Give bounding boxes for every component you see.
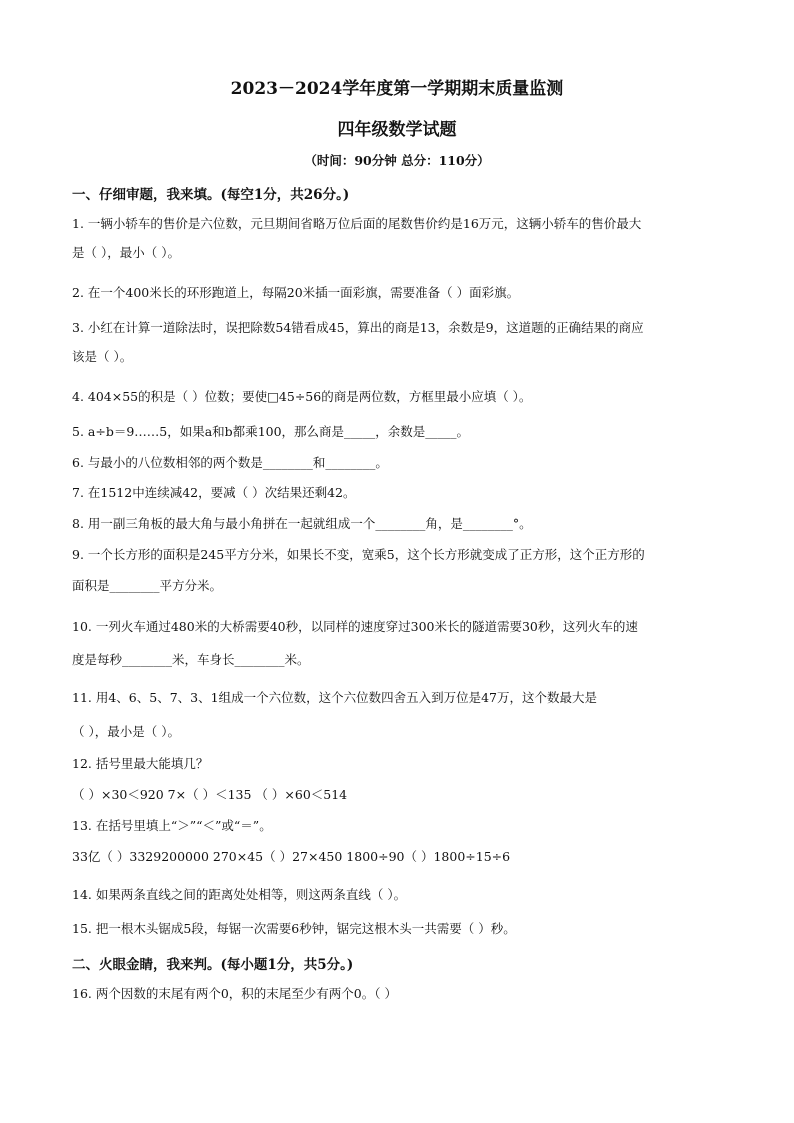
question-14: 14. 如果两条直线之间的距离处处相等，则这两条直线（ ）。 — [72, 887, 407, 902]
question-11-line-2: （ ），最小是（ ）。 — [72, 724, 180, 739]
question-3-line-2: 该是（ ）。 — [72, 349, 133, 364]
question-11-line-1: 11. 用4、6、5、7、3、1组成一个六位数，这个六位数四舍五入到万位是47万，这个数最大是 — [72, 690, 597, 705]
question-9-line-2: 面积是________平方分米。 — [72, 578, 223, 593]
question-13-line-1: 13. 在括号里填上“＞”“＜”或“＝”。 — [72, 818, 272, 833]
question-4: 4. 404×55的积是（ ）位数；要使□45÷56的商是两位数，方框里最小应填（ ）。 — [72, 389, 532, 404]
question-2: 2. 在一个400米长的环形跑道上，每隔20米插一面彩旗，需要准备（ ）面彩旗。 — [72, 285, 520, 300]
question-12-line-2: （ ）×30＜920 7×（ ）＜135 （ ）×60＜514 — [72, 787, 348, 802]
question-13-line-2: 33亿（ ）3329200000 270×45（ ）27×450 1800÷90（ ）1800÷15÷6 — [72, 849, 511, 864]
question-1-line-2: 是（ ），最小（ ）。 — [72, 245, 180, 260]
question-12-line-1: 12. 括号里最大能填几？ — [72, 756, 209, 771]
question-3-line-1: 3. 小红在计算一道除法时，误把除数54错看成45，算出的商是13，余数是9，这道题的正确结果的商应 — [72, 320, 644, 335]
section-1-heading: 一、仔细审题，我来填。(每空1分，共26分。) — [72, 187, 350, 203]
exam-time-info: （时间：90分钟 总分：110分） — [304, 153, 490, 168]
exam-title: 2023－2024学年度第一学期期末质量监测 — [230, 79, 564, 99]
question-10-line-2: 度是每秒________米，车身长________米。 — [72, 652, 310, 667]
question-15: 15. 把一根木头锯成5段，每锯一次需要6秒钟，锯完这根木头一共需要（ ）秒。 — [72, 921, 516, 936]
exam-subtitle: 四年级数学试题 — [337, 120, 457, 140]
question-7: 7. 在1512中连续减42，要减（ ）次结果还剩42。 — [72, 485, 356, 500]
section-2-heading: 二、火眼金睛，我来判。(每小题1分，共5分。) — [72, 957, 354, 973]
question-16: 16. 两个因数的末尾有两个0，积的末尾至少有两个0。（ ） — [72, 986, 397, 1001]
question-9-line-1: 9. 一个长方形的面积是245平方分米，如果长不变，宽乘5，这个长方形就变成了正方形，这个正方形的 — [72, 547, 645, 562]
question-8: 8. 用一副三角板的最大角与最小角拼在一起就组成一个________角，是________°。 — [72, 516, 532, 531]
question-10-line-1: 10. 一列火车通过480米的大桥需要40秒，以同样的速度穿过300米长的隧道需要30秒，这列火车的速 — [72, 619, 638, 634]
question-5: 5. a÷b＝9……5，如果a和b都乘100，那么商是_____，余数是_____。 — [72, 424, 470, 439]
question-6: 6. 与最小的八位数相邻的两个数是________和________。 — [72, 455, 388, 470]
question-1-line-1: 1. 一辆小轿车的售价是六位数，元旦期间省略万位后面的尾数售价约是16万元，这辆小轿车的售价最大 — [72, 216, 642, 231]
